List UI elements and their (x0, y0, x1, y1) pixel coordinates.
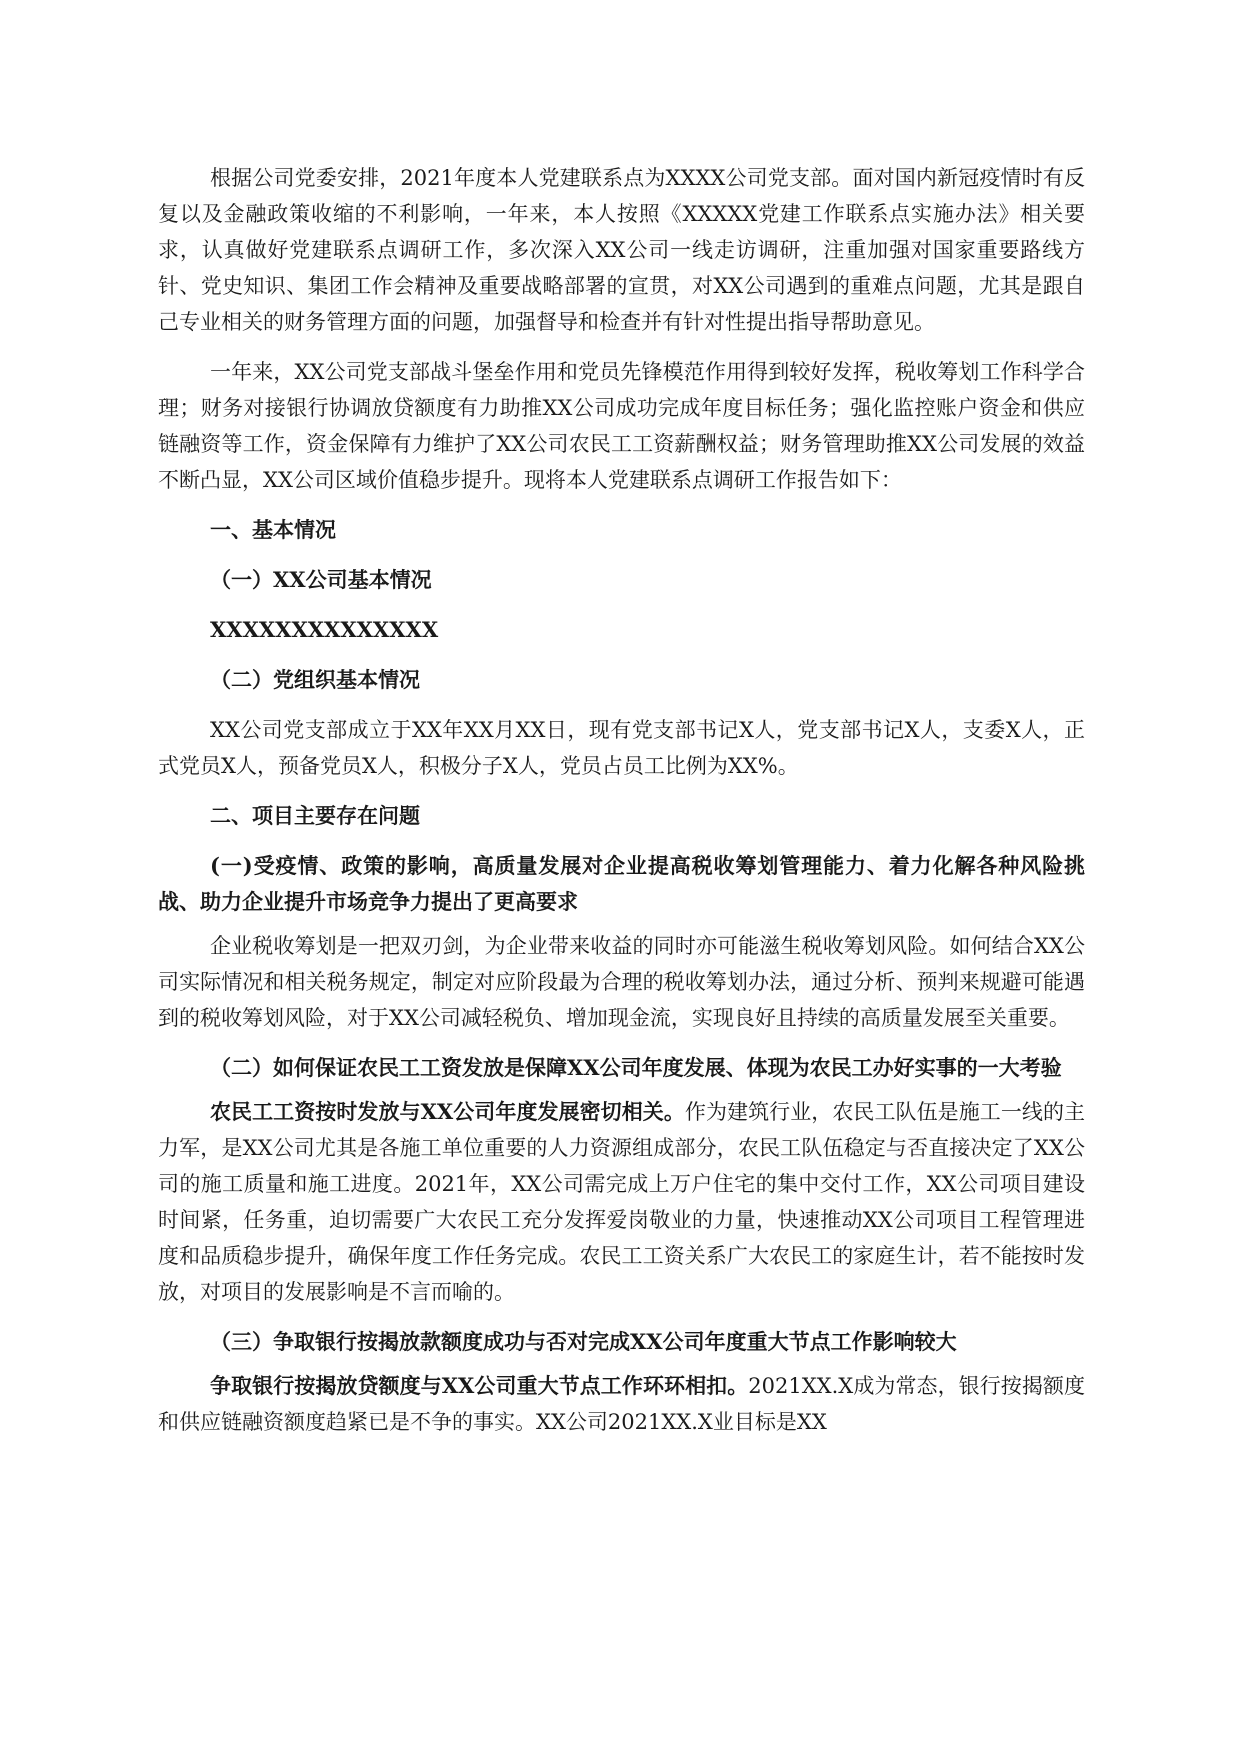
section-heading-problems: 二、项目主要存在问题 (210, 803, 420, 828)
summary-paragraph: 一年来，XX公司党支部战斗堡垒作用和党员先锋模范作用得到较好发挥，税收筹划工作科学合理；财务对接银行协调放贷额度有力助推XX公司成功完成年度目标任务；强化监控账户资金和供应链融资等工作，资金保障有力维护了XX公司农民工工资薪酬权益；财务管理助推XX公司发展的效益不断凸显，XX公司区域价值稳步提升。现将本人党建联系点调研工作报告如下： (158, 360, 1085, 492)
subheading-wages: （二）如何保证农民工工资发放是保障XX公司年度发展、体现为农民工办好实事的一大考验 (210, 1055, 1062, 1080)
subheading-company-basic: （一）XX公司基本情况 (210, 567, 432, 592)
subheading-bank-mortgage: （三）争取银行按揭放款额度成功与否对完成XX公司年度重大节点工作影响较大 (210, 1329, 957, 1354)
bank-body-text: 2021XX.X成为常态，银行按揭额度和供应链融资额度趋紧已是不争的事实。XX公司2021XX.X业目标是XX (158, 1374, 1085, 1434)
intro-paragraph: 根据公司党委安排，2021年度本人党建联系点为XXXX公司党支部。面对国内新冠疫情时有反复以及金融政策收缩的不利影响，一年来，本人按照《XXXXX党建工作联系点实施办法》相关要求，认真做好党建联系点调研工作，多次深入XX公司一线走访调研，注重加强对国家重要路线方针、党史知识、集团工作会精神及重要战略部署的宣贯，对XX公司遇到的重难点问题，尤其是跟自己专业相关的财务管理方面的问题，加强督导和检查并有针对性提出指导帮助意见。 (158, 166, 1085, 334)
bank-lead-sentence: 争取银行按揭放贷额度与XX公司重大节点工作环环相扣。 (210, 1373, 749, 1398)
section-heading-basic: 一、基本情况 (210, 517, 336, 542)
subheading-party-org: （二）党组织基本情况 (210, 667, 420, 692)
wages-paragraph (158, 1094, 1085, 1310)
bank-mortgage-paragraph (158, 1368, 1085, 1440)
tax-planning-paragraph: 企业税收筹划是一把双刃剑，为企业带来收益的同时亦可能滋生税收筹划风险。如何结合XX公司实际情况和相关税务规定，制定对应阶段最为合理的税收筹划办法，通过分析、预判来规避可能遇到的税收筹划风险，对于XX公司减轻税负、增加现金流，实现良好且持续的高质量发展至关重要。 (158, 934, 1085, 1030)
wages-body-text: 作为建筑行业，农民工队伍是施工一线的主力军，是XX公司尤其是各施工单位重要的人力资源组成部分，农民工队伍稳定与否直接决定了XX公司的施工质量和施工进度。2021年，XX公司需完成上万户住宅的集中交付工作，XX公司项目建设时间紧，任务重，迫切需要广大农民工充分发挥爱岗敬业的力量，快速推动XX公司项目工程管理进度和品质稳步提升，确保年度工作任务完成。农民工工资关系广大农民工的家庭生计，若不能按时发放，对项目的发展影响是不言而喻的。 (158, 1100, 1086, 1304)
wages-lead-sentence: 农民工工资按时发放与XX公司年度发展密切相关。 (210, 1099, 685, 1124)
party-org-paragraph: XX公司党支部成立于XX年XX月XX日，现有党支部书记X人，党支部书记X人，支委X人，正式党员X人，预备党员X人，积极分子X人，党员占员工比例为XX%。 (158, 718, 1085, 778)
placeholder-text: XXXXXXXXXXXXXX (210, 617, 439, 642)
subheading-tax-planning: (一)受疫情、政策的影响，高质量发展对企业提高税收筹划管理能力、着力化解各种风险挑战、助力企业提升市场竞争力提出了更高要求 (158, 853, 1085, 914)
